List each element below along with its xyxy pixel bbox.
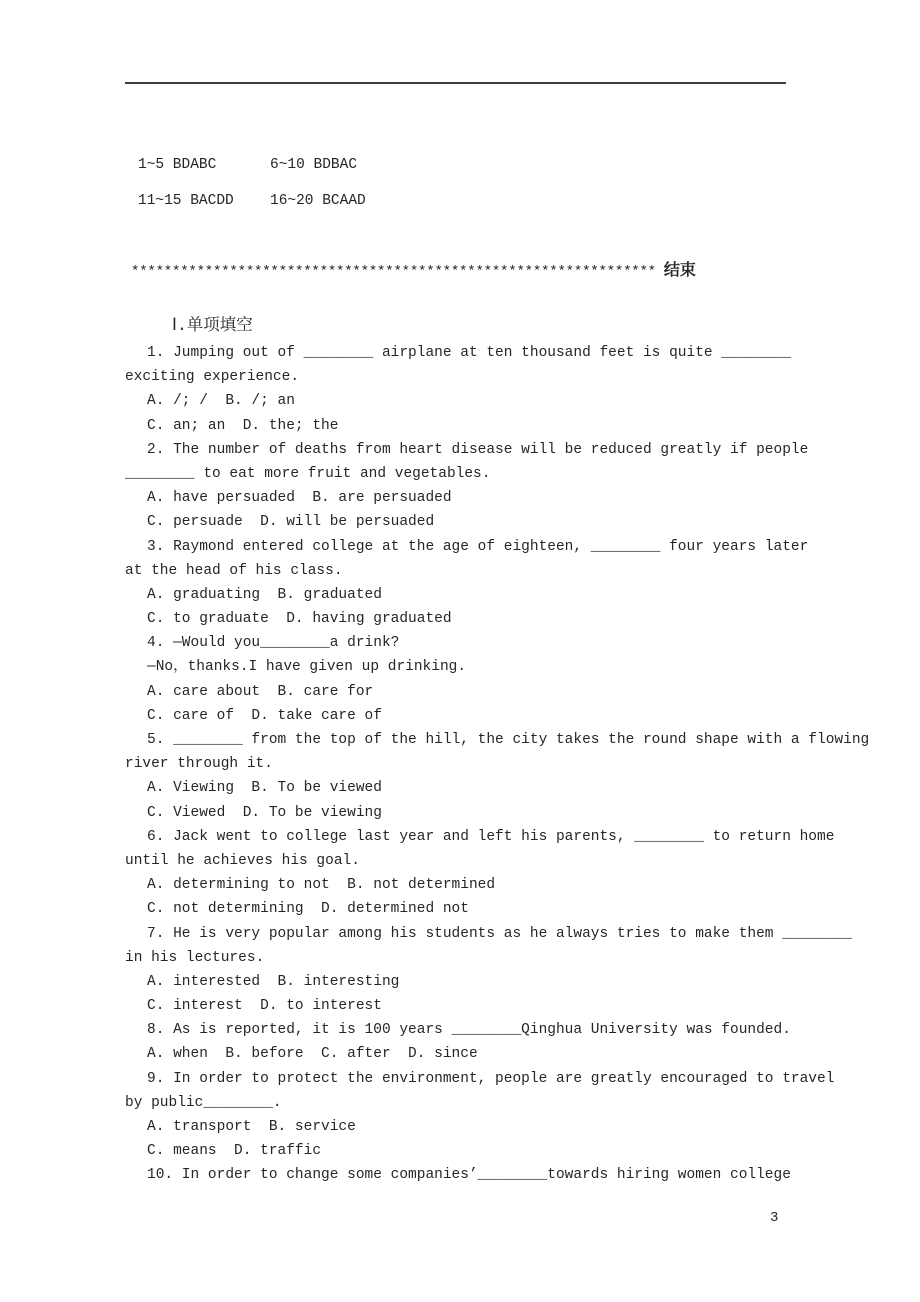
question-line: 9. In order to protect the environment, people are greatly encouraged to travel [147, 1070, 835, 1087]
question-line: C. to graduate D. having graduated [147, 611, 452, 628]
question-line: 6. Jack went to college last year and left his parents, ________ to return home [147, 828, 835, 845]
question-line: exciting experience. [125, 369, 300, 386]
question-line: ________ to eat more fruit and vegetables. [125, 465, 491, 482]
answer-key-row-1 [138, 153, 366, 177]
answer-key [138, 153, 366, 225]
question-line: C. means D. traffic [147, 1143, 322, 1160]
question-line: in his lectures. [125, 949, 265, 966]
question-line: 4. —Would you________a drink? [147, 635, 400, 652]
question-line: —No，thanks.I have given up drinking. [147, 659, 467, 676]
question-line: A. have persuaded B. are persuaded [147, 490, 452, 507]
question-line: C. persuade D. will be persuaded [147, 514, 435, 531]
question-line: river through it. [125, 756, 273, 773]
question-line: A. Viewing B. To be viewed [147, 780, 382, 797]
page-number: 3 [770, 1210, 779, 1226]
question-line: A. graduating B. graduated [147, 586, 382, 603]
question-line: 3. Raymond entered college at the age of eighteen, ________ four years later [147, 538, 809, 555]
question-line: C. an; an D. the; the [147, 417, 339, 434]
section-heading: Ⅰ.单项填空 [172, 316, 253, 335]
question-line: C. Viewed D. To be viewing [147, 804, 382, 821]
question-line: A. care about B. care for [147, 683, 374, 700]
answer-key-row-2 [138, 189, 366, 213]
answer-range-16-20: 16~20 BCAAD [270, 193, 366, 209]
question-line: 1. Jumping out of ________ airplane at ten thousand feet is quite ________ [147, 345, 791, 361]
divider-end-label: 结束 [663, 262, 696, 280]
question-line: 2. The number of deaths from heart disease will be reduced greatly if people [147, 441, 809, 458]
answer-range-11-15: 11~15 BACDD [138, 193, 234, 209]
section-end-divider [131, 259, 696, 283]
question-line: A. interested B. interesting [147, 973, 400, 990]
question-line: at the head of his class. [125, 562, 343, 579]
question-list [125, 341, 905, 1188]
question-line: A. /; / B. /; an [147, 393, 295, 410]
question-line: A. determining to not B. not determined [147, 877, 496, 894]
question-line: C. not determining D. determined not [147, 901, 469, 918]
question-line: 10. In order to change some companies’________towards hiring women college [147, 1167, 791, 1184]
answer-range-6-10: 6~10 BDBAC [270, 157, 358, 173]
question-line: C. care of D. take care of [147, 707, 382, 724]
question-line: A. transport B. service [147, 1119, 356, 1135]
question-line: 7. He is very popular among his students as he always tries to make them ________ [147, 925, 852, 942]
question-line: until he achieves his goal. [125, 852, 360, 869]
question-line: 8. As is reported, it is 100 years ________Qinghua University was founded. [147, 1022, 791, 1039]
question-line: A. when B. before C. after D. since [147, 1046, 478, 1063]
divider-stars: **************************************************************** [131, 264, 656, 280]
question-line: by public________. [125, 1094, 282, 1111]
header-divider-line [125, 82, 786, 84]
question-line: 5. ________ from the top of the hill, the city takes the round shape with a flowing [147, 732, 870, 748]
question-line: C. interest D. to interest [147, 998, 382, 1015]
answer-range-1-5: 1~5 BDABC [138, 157, 217, 173]
